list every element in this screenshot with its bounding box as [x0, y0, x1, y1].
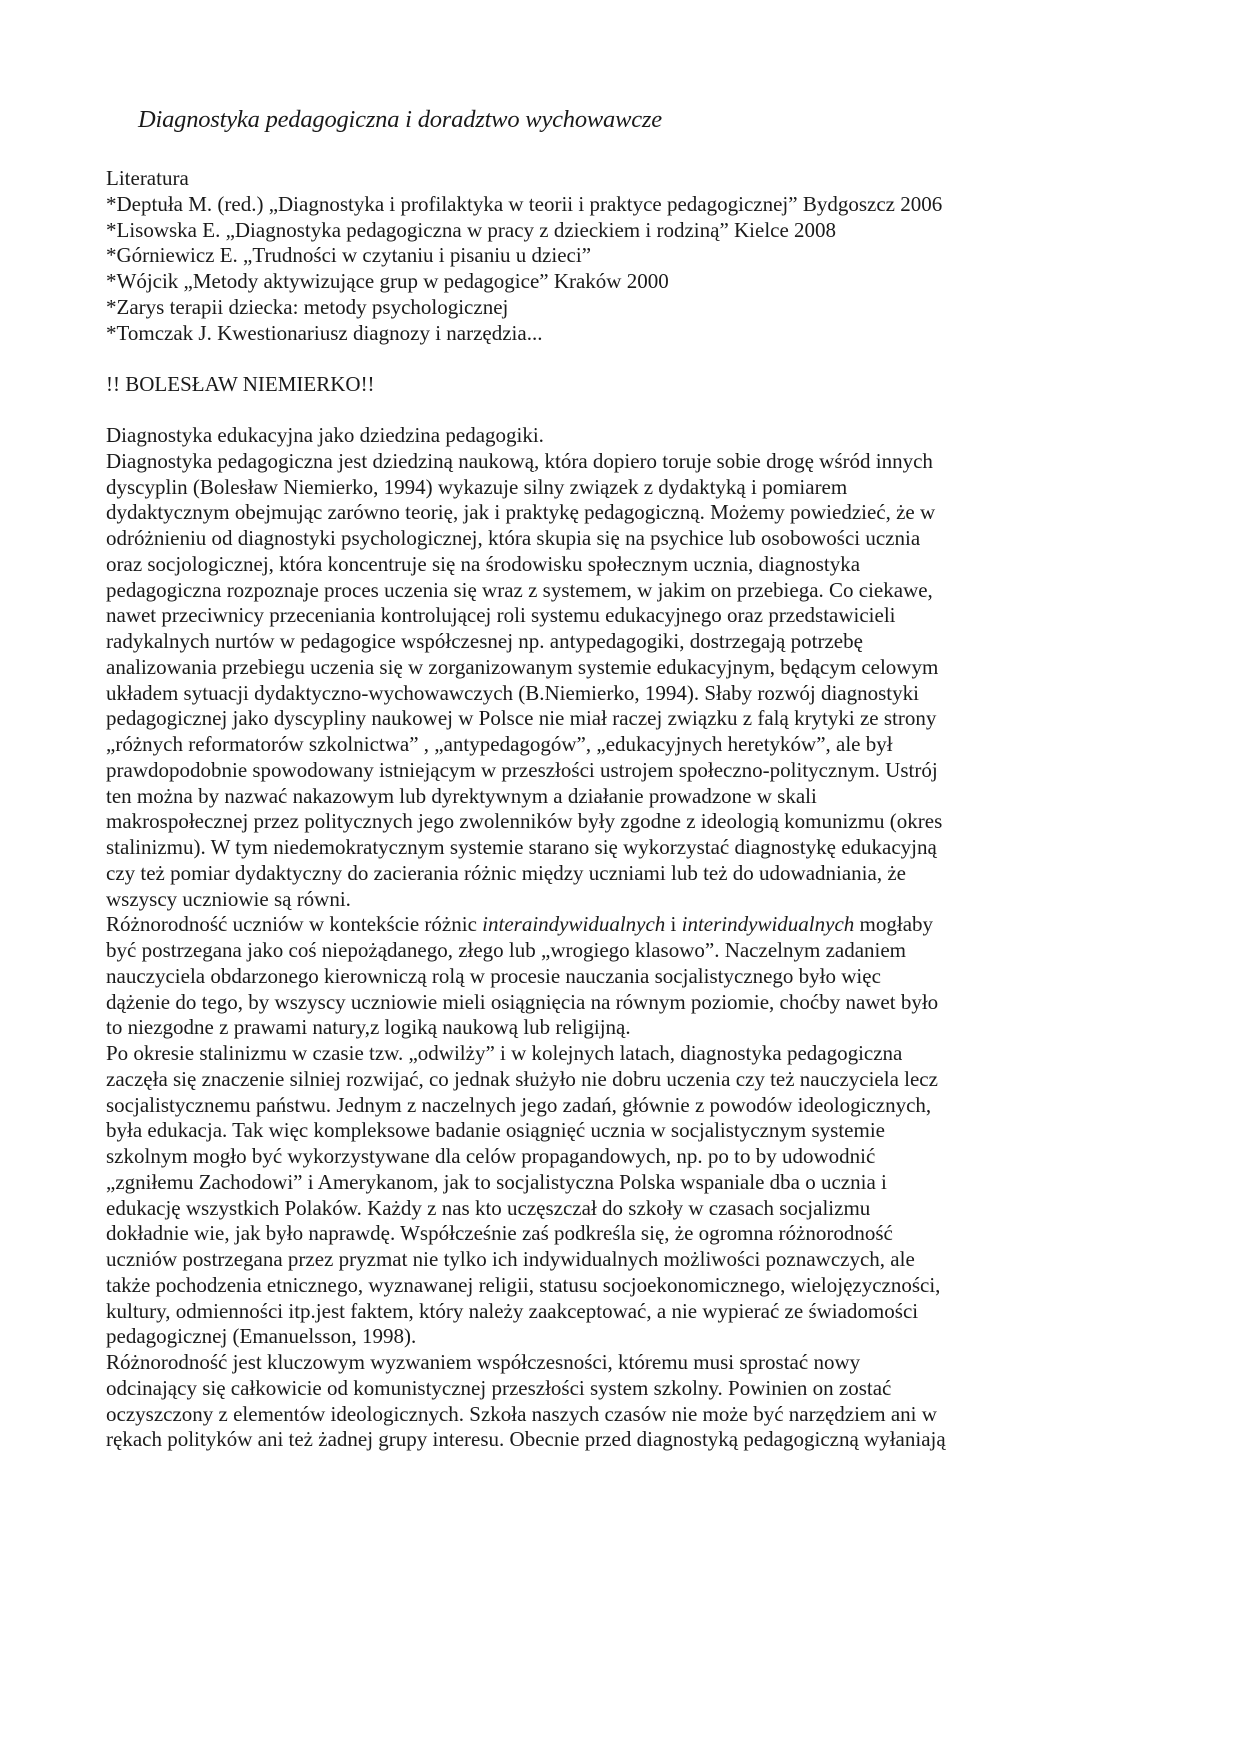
body-line: pedagogicznej jako dyscypliny naukowej w Polsce nie miał raczej związku z falą krytyki ze strony	[106, 706, 937, 731]
body-line: odróżnieniu od diagnostyki psychologicznej, która skupia się na psychice lub osobowości ucznia	[106, 526, 921, 550]
body-line: „zgniłemu Zachodowi” i Amerykanom, jak to socjalistyczna Polska wspaniale dba o ucznia i	[106, 1169, 887, 1194]
body-line: socjalistycznemu państwu. Jednym z naczelnych jego zadań, głównie z powodów ideologicznych,	[106, 1092, 932, 1117]
body-line: odcinający się całkowicie od komunistycznej przeszłości system szkolny. Powinien on zostać	[106, 1375, 892, 1400]
body-line: być postrzegana jako coś niepożądanego, złego lub „wrogiego klasowo”. Naczelnym zadaniem	[106, 938, 907, 962]
body-line: Po okresie stalinizmu w czasie tzw. „odwilży” i w kolejnych latach, diagnostyka pedagogiczna	[106, 1041, 903, 1065]
literature-item: *Górniewicz E. „Trudności w czytaniu i pisaniu u dzieci”	[106, 243, 592, 268]
body-line: edukację wszystkich Polaków. Każdy z nas kto uczęszczał do szkoły w czasach socjalizmu	[106, 1195, 871, 1220]
body-line: czy też pomiar dydaktyczny do zacierania różnic między uczniami lub też do udowadniania, że	[106, 860, 906, 885]
body-line: ten można by nazwać nakazowym lub dyrektywnym a działanie prowadzone w skali	[106, 783, 817, 808]
body-line	[106, 912, 946, 938]
author-note: !! BOLESŁAW NIEMIERKO!!	[106, 372, 375, 396]
body-line: stalinizmu). W tym niedemokratycznym systemie starano się wykorzystać diagnostykę edukacyjną	[106, 835, 937, 859]
literature-item: *Zarys terapii dziecka: metody psychologicznej	[106, 294, 509, 319]
document-title: Diagnostyka pedagogiczna i doradztwo wychowawcze	[138, 106, 662, 133]
italic-term: interaindywidualnych	[482, 912, 666, 937]
body-text-segment: i	[665, 912, 682, 937]
body-line: makrospołecznej przez politycznych jego zwolenników były zgodne z ideologią komunizmu (okres	[106, 809, 943, 834]
body-line: była edukacja. Tak więc kompleksowe badanie osiągnięć ucznia w socjalistycznym systemie	[106, 1118, 885, 1143]
body-line: dyscyplin (Bolesław Niemierko, 1994) wykazuje silny związek z dydaktyką i pomiarem	[106, 474, 848, 499]
body-line: szkolnym mogło być wykorzystywane dla celów propagandowych, np. po to by udowodnić	[106, 1144, 876, 1168]
body-line: nawet przeciwnicy przeceniania kontrolującej roli systemu edukacyjnego oraz przedstawicieli	[106, 603, 896, 628]
body-line: Diagnostyka pedagogiczna jest dziedziną naukową, która dopiero toruje sobie drogę wśród innych	[106, 448, 933, 473]
body-line: Diagnostyka edukacyjna jako dziedzina pedagogiki.	[106, 423, 544, 447]
body-line: nauczyciela obdarzonego kierowniczą rolą w procesie nauczania socjalistycznego było więc	[106, 963, 881, 988]
body-line: radykalnych nurtów w pedagogice współczesnej np. antypedagogiki, dostrzegają potrzebę	[106, 629, 863, 653]
body-line: pedagogiczna rozpoznaje proces uczenia się wraz z systemem, w jakim on przebiega. Co ciekawe,	[106, 577, 933, 602]
body-line: analizowania przebiegu uczenia się w zorganizowanym systemie edukacyjnym, będącym celowym	[106, 654, 939, 679]
body-line: zaczęła się znaczenie silniej rozwijać, co jednak służyło nie dobru uczenia czy też nauczyciela lecz	[106, 1066, 938, 1091]
literature-heading: Literatura	[106, 166, 189, 190]
literature-item: *Lisowska E. „Diagnostyka pedagogiczna w pracy z dzieckiem i rodziną” Kielce 2008	[106, 217, 837, 242]
body-line: kultury, odmienności itp.jest faktem, który należy zaakceptować, a nie wypierać ze świadomości	[106, 1298, 919, 1323]
body-line: dydaktycznym obejmując zarówno teorię, jak i praktykę pedagogiczną. Możemy powiedzieć, że w	[106, 500, 936, 525]
body-line: układem sytuacji dydaktyczno-wychowawczych (B.Niemierko, 1994). Słaby rozwój diagnostyki	[106, 680, 919, 705]
body-line: dążenie do tego, by wszyscy uczniowie mieli osiągnięcia na równym poziomie, choćby nawet było	[106, 989, 939, 1014]
body-text	[106, 423, 946, 1453]
body-text-segment: mogłaby	[854, 912, 934, 937]
body-line: to niezgodne z prawami natury,z logiką naukową lub religijną.	[106, 1015, 631, 1040]
body-line: oraz socjologicznej, która koncentruje się na środowisku społecznym ucznia, diagnostyka	[106, 551, 861, 576]
literature-item: *Wójcik „Metody aktywizujące grup w pedagogice” Kraków 2000	[106, 269, 669, 293]
body-line: uczniów postrzegana przez pryzmat nie tylko ich indywidualnych możliwości poznawczych, ale	[106, 1247, 915, 1271]
body-line: także pochodzenia etnicznego, wyznawanej religii, statusu socjoekonomicznego, wielojęzyczności,	[106, 1272, 941, 1297]
body-line: oczyszczony z elementów ideologicznych. Szkoła naszych czasów nie może być narzędziem ani w	[106, 1401, 937, 1426]
body-line: prawdopodobnie spowodowany istniejącym w przeszłości ustrojem społeczno-politycznym. Ustrój	[106, 757, 938, 782]
body-line: pedagogicznej (Emanuelsson, 1998).	[106, 1324, 417, 1349]
literature-section	[106, 166, 942, 346]
literature-item: *Tomczak J. Kwestionariusz diagnozy i narzędzia...	[106, 320, 543, 345]
body-line: „różnych reformatorów szkolnictwa” , „antypedagogów”, „edukacyjnych heretyków”, ale był	[106, 732, 893, 756]
body-text-segment: Różnorodność uczniów w kontekście różnic	[106, 912, 483, 937]
literature-item: *Deptuła M. (red.) „Diagnostyka i profilaktyka w teorii i praktyce pedagogicznej” Bydgoszcz 2006	[106, 191, 943, 216]
body-line: Różnorodność jest kluczowym wyzwaniem współczesności, któremu musi sprostać nowy	[106, 1350, 861, 1374]
body-line: rękach polityków ani też żadnej grupy interesu. Obecnie przed diagnostyką pedagogiczną wyłaniają	[106, 1427, 946, 1452]
italic-term: interindywidualnych	[681, 912, 855, 937]
body-line: dokładnie wie, jak było naprawdę. Współcześnie zaś podkreśla się, że ogromna różnorodność	[106, 1221, 893, 1246]
body-line: wszyscy uczniowie są równi.	[106, 886, 351, 911]
